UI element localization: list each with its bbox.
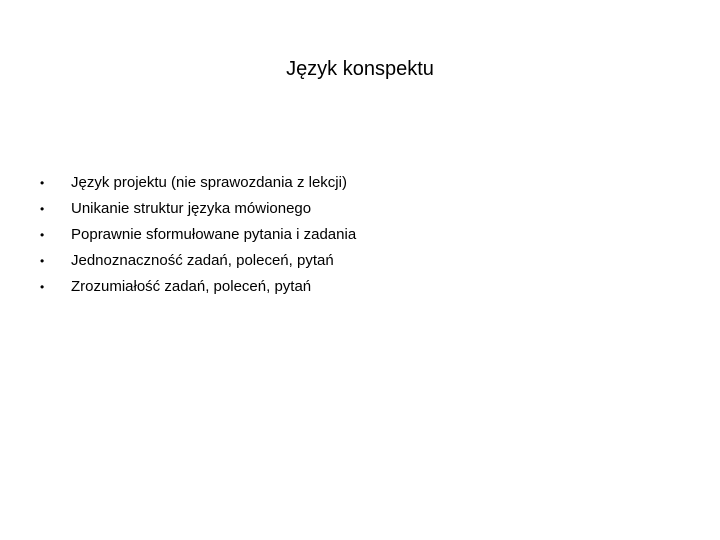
- list-item: [40, 196, 356, 222]
- list-item-text: Zrozumiałość zadań, poleceń, pytań: [71, 278, 312, 295]
- list-item: [40, 248, 356, 274]
- bullet-icon: •: [40, 280, 45, 294]
- list-item-text: Jednoznaczność zadań, poleceń, pytań: [71, 252, 334, 269]
- bullet-icon: •: [40, 254, 45, 268]
- list-item: [40, 222, 356, 248]
- bullet-list: [40, 170, 356, 300]
- slide-title: Język konspektu: [286, 58, 434, 80]
- bullet-icon: •: [40, 228, 45, 242]
- list-item-text: Poprawnie sformułowane pytania i zadania: [71, 226, 357, 243]
- list-item: [40, 274, 356, 300]
- list-item: [40, 170, 356, 196]
- bullet-icon: •: [40, 176, 45, 190]
- list-item-text: Język projektu (nie sprawozdania z lekcji): [71, 174, 347, 191]
- bullet-icon: •: [40, 202, 45, 216]
- list-item-text: Unikanie struktur języka mówionego: [71, 200, 312, 217]
